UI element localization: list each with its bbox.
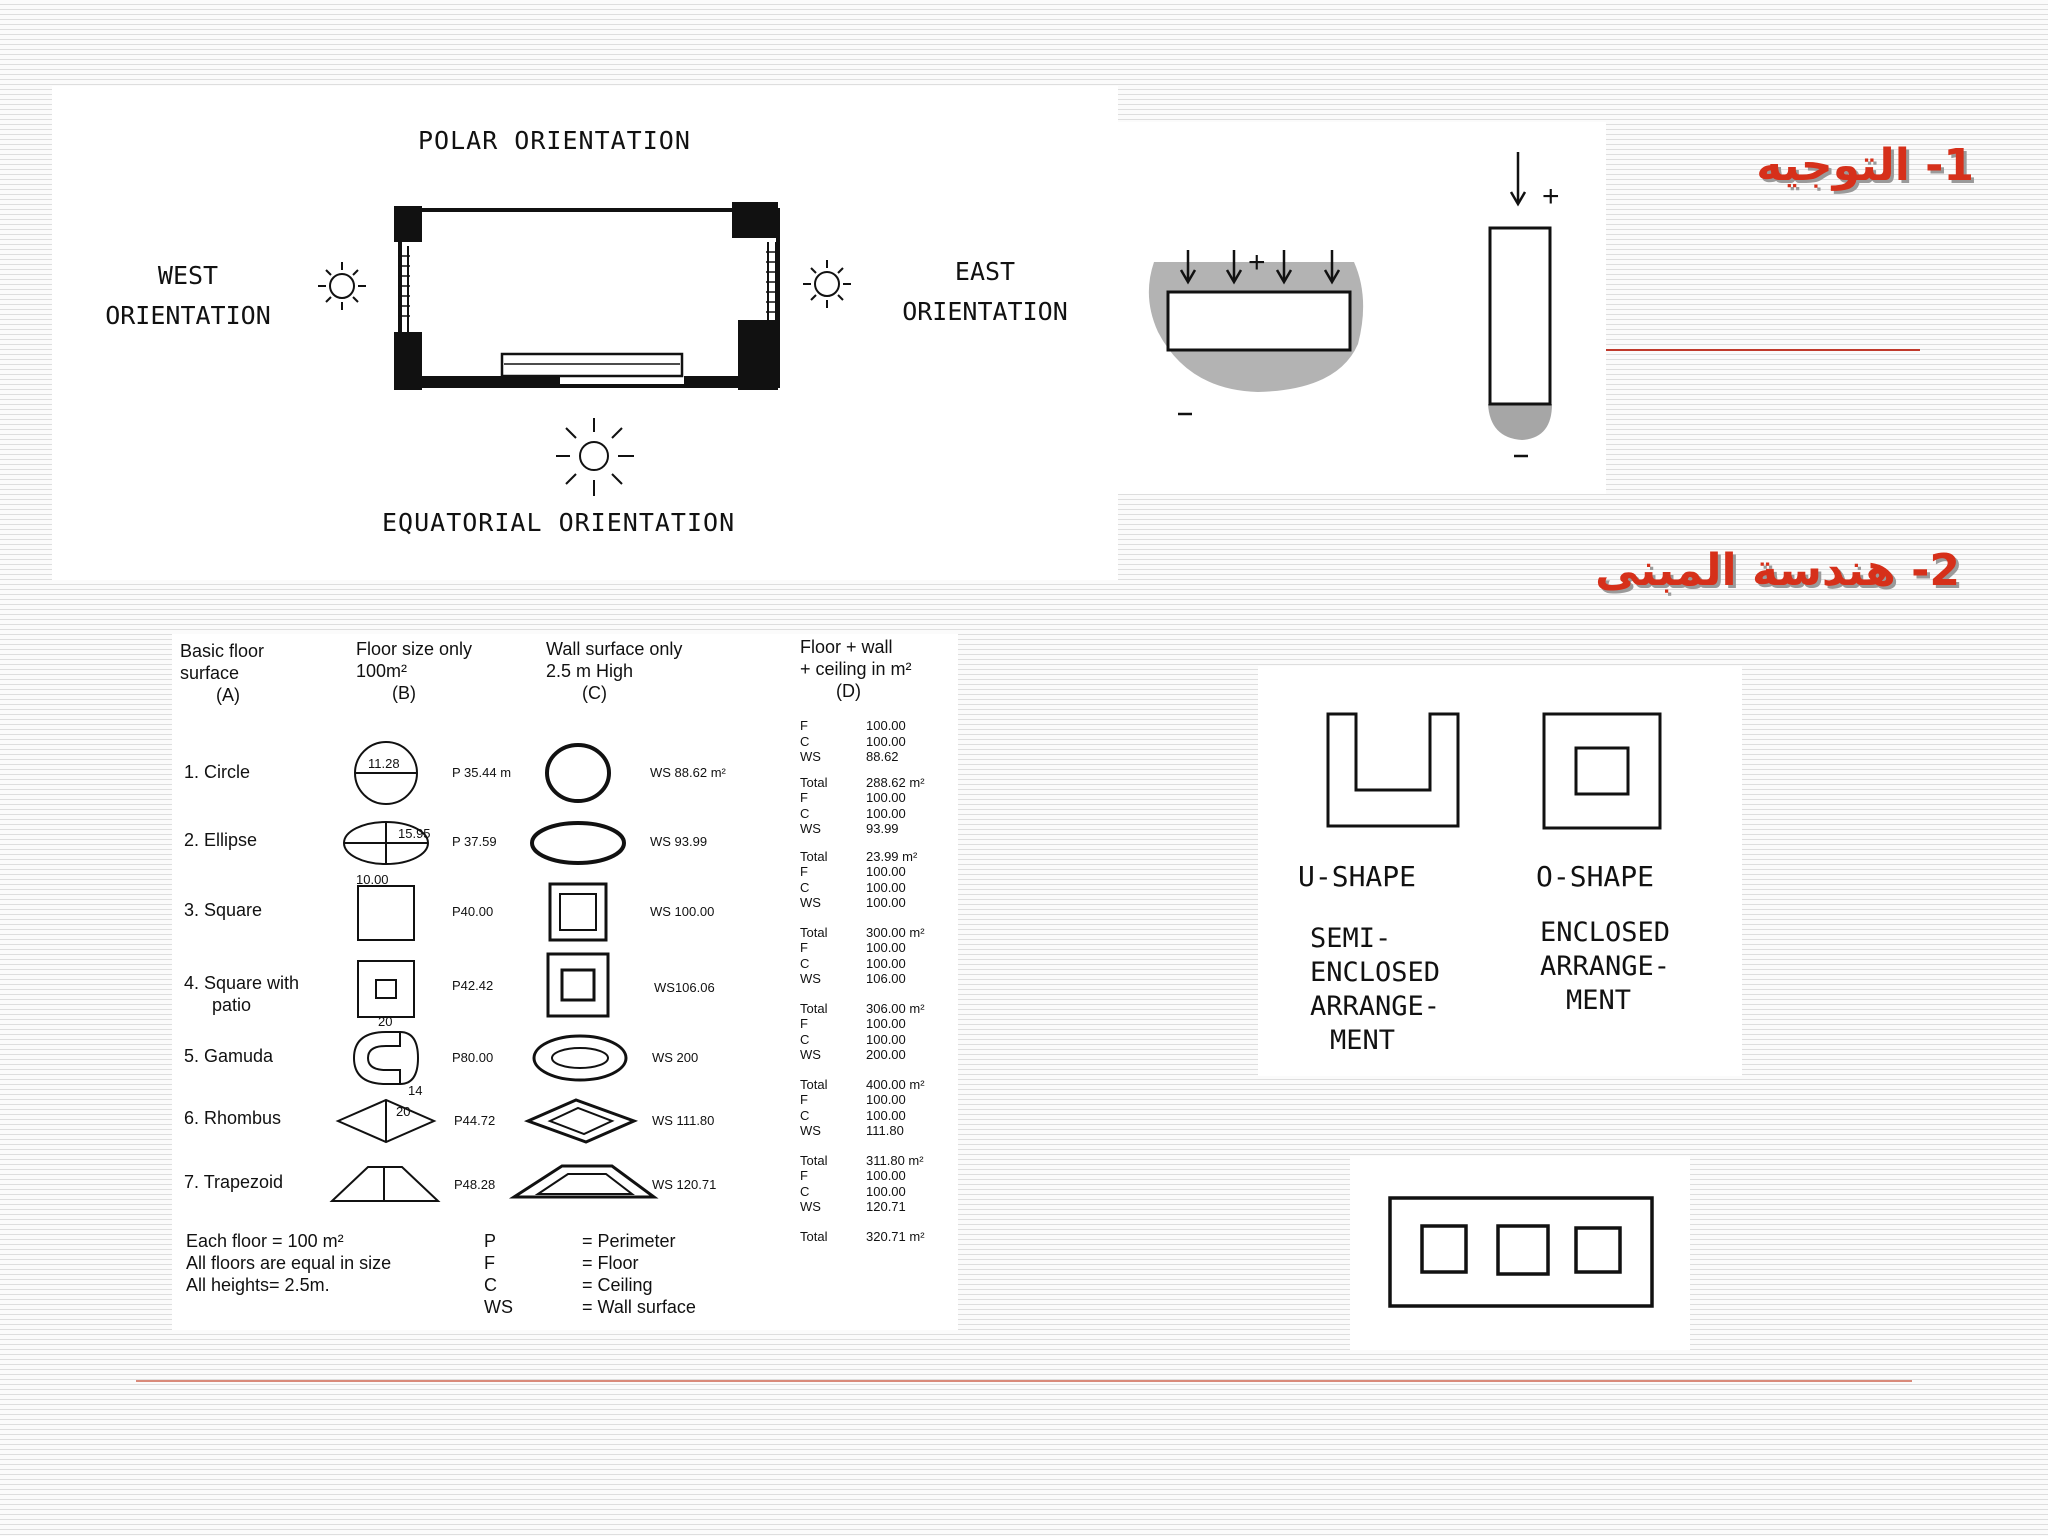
gamuda-wall [534,1036,626,1080]
o-shape-plan [1544,714,1660,828]
table-legend: P = Perimeter F = Floor C = Ceiling WS = Wall surface [484,1231,696,1317]
block-outline [1390,1198,1652,1306]
circle-wall [547,745,609,801]
courtyard [1576,1228,1620,1272]
rhombus-wall [528,1100,634,1142]
east-orientation-label: EAST ORIENTATION [902,257,1068,326]
courtyard-block-drawing [1350,1156,1690,1350]
dim-label: 11.28 [368,756,400,771]
o-shape-label: O-SHAPE [1536,860,1655,893]
south-glazing [502,354,682,376]
title-underline [1606,349,1920,351]
wall-surface-value: WS 100.00 [650,904,715,919]
equatorial-orientation-label: EQUATORIAL ORIENTATION [382,508,736,537]
row-label: 2. Ellipse [184,830,258,850]
perimeter-value: P42.42 [452,978,494,993]
square-wall [550,884,606,940]
row-label: 7. Trapezoid [184,1172,284,1192]
shadow-zone-narrow [1488,404,1552,440]
row-label: 5. Gamuda [184,1046,274,1066]
sun-icon-west [318,262,366,310]
enclosure-shapes-diagram [1258,666,1742,1076]
table-notes: Each floor = 100 m² All floors are equal in size All heights= 2.5m. [186,1231,392,1295]
west-orientation-label: WEST ORIENTATION [105,261,271,330]
polar-orientation-label: POLAR ORIENTATION [418,126,691,155]
square-patio-wall [548,954,608,1016]
exposure-drawing [1118,122,1606,494]
wide-block [1168,292,1350,350]
footer-rule [136,1380,1912,1382]
wall-surface-value: WS 111.80 [652,1113,715,1128]
perimeter-value: P 35.44 m [452,765,512,780]
ellipse-wall [532,823,624,863]
wall-surface-value: WS 88.62 m² [650,765,726,780]
courtyard [1498,1226,1548,1274]
wall-surface-value: WS 93.99 [650,834,708,849]
solar-exposure-diagram [1118,122,1606,494]
plus-sign-wide: + [1248,246,1266,279]
row-label: 3. Square [184,900,263,920]
header-col-b: Floor size only 100m² (B) [356,639,473,703]
wall-surface-value: WS 200 [652,1050,699,1065]
courtyard-block-diagram [1350,1156,1690,1350]
orientation-diagram [52,86,1118,580]
u-shape-plan [1328,714,1458,826]
header-col-d: Floor + wall + ceiling in m² (D) [800,637,912,701]
courtyard [1422,1226,1466,1272]
dim-label: 15.95 [398,826,431,841]
dim-label: 20 [378,1014,393,1029]
row-label: 1. Circle [184,762,251,782]
wall-surface-value: WS106.06 [654,980,715,995]
perimeter-value: P80.00 [452,1050,494,1065]
dim-label: 10.00 [356,872,389,887]
sun-icon-east [803,260,851,308]
u-shape-description: SEMI- ENCLOSED ARRANGE- MENT [1310,923,1441,1056]
section-title-building-geometry: 2- هندسة المبنى [1595,545,1960,596]
perimeter-value: P 37.59 [452,834,497,849]
corner-mass-nw [394,206,422,242]
perimeter-value: P48.28 [454,1177,496,1192]
dim-label: 14 [408,1083,423,1098]
square-patio-plan [358,961,414,1017]
dim-label: 20 [396,1104,411,1119]
row-label: 4. Square with patio [184,973,300,1015]
trapezoid-wall [514,1166,654,1197]
row-label: 6. Rhombus [184,1108,282,1128]
wall-surface-value: WS 120.71 [652,1177,717,1192]
section-title-orientation: 1- التوجيه [1756,140,1974,191]
narrow-block [1490,228,1550,404]
o-shape-description: ENCLOSED ARRANGE- MENT [1540,917,1671,1016]
perimeter-value: P40.00 [452,904,494,919]
header-col-c: Wall surface only 2.5 m High (C) [546,639,683,703]
u-shape-label: U-SHAPE [1298,860,1417,893]
perimeter-value: P44.72 [454,1113,496,1128]
plus-sign-narrow: + [1542,180,1560,213]
totals-column: F 100.00 C 100.00 WS 88.62 Total 288.62 m² F 100.00 C 100.00 WS 93.99 Total 23.99 m² F 100.00 C 100.00 WS 100.00 Total 300.00 m² F 100.00 C 100.00 WS 106.00 Total 306.00 m² F 100.00 C 100.00 WS 200.00 Total 400.00 m² F 100.00 C 100.00 WS 111.80 Total 311.80 m² F 100.00 C 100.00 WS 120.71 Total 320.71 m² [800,718,925,1244]
header-col-a: Basic floor surface (A) [180,641,265,705]
gamuda-plan [354,1032,400,1084]
sun-icon-equatorial [556,418,634,496]
corner-mass-ne [732,202,778,238]
square-plan [358,886,414,940]
building-shapes-table [172,634,958,1330]
